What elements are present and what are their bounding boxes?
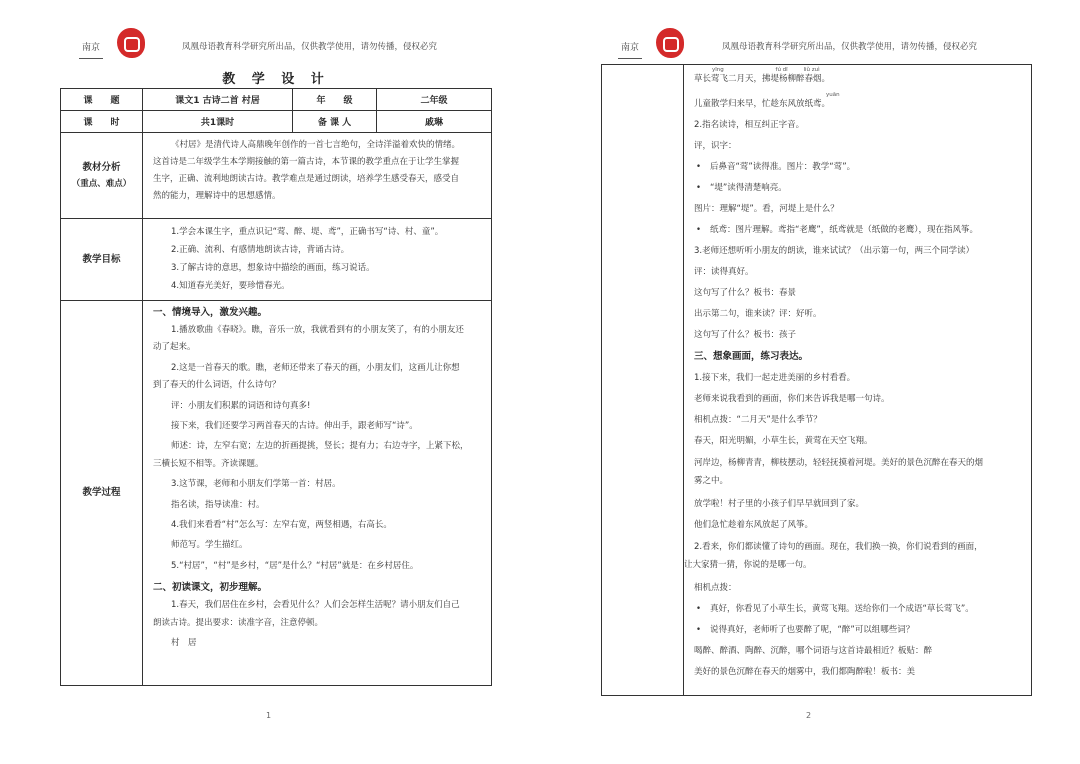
process-line: 到了春天的什么词语，什么诗句？	[153, 380, 281, 391]
meta-label-period: 课 时	[61, 111, 143, 133]
header-city: 南京	[621, 43, 640, 53]
lesson-plan-grid	[60, 132, 492, 686]
process-line: 接下来，我们还要学习两首春天的古诗。伸出手，跟老师写“诗”。	[171, 421, 418, 432]
header-city: 南京	[82, 43, 101, 53]
process-line: 动了起来。	[153, 342, 196, 353]
goals-row	[61, 218, 491, 300]
process-line: 图片：理解“堤”。看，河堤上是什么？	[694, 204, 839, 214]
meta-value-subject: 课文1 古诗二首 村居	[143, 89, 293, 111]
poem-line: 儿童散学归来早，忙趁东风放纸鸢。	[694, 99, 831, 109]
process-line: 师范写。学生描红。	[171, 540, 248, 551]
process-line: 3.这节课，老师和小朋友们学第一首：村居。	[171, 479, 341, 490]
seal-logo-icon	[656, 28, 684, 58]
pinyin: liǔ zuì	[803, 67, 820, 73]
process-line: 2.看来，你们都读懂了诗句的画面。现在，我们换一换，你们说看到的画面，	[694, 542, 983, 552]
process-content-continued	[684, 65, 1031, 695]
lesson-plan-grid-continued	[601, 64, 1032, 696]
meta-value-preparer: 戚琳	[377, 111, 492, 133]
process-line: 美好的景色沉醉在春天的烟雾中，我们都陶醉啦！板书：美	[694, 667, 916, 677]
bullet-line: • 说得真好，老师听了也要醉了呢，“醉”可以组哪些词？	[694, 620, 1021, 641]
process-line: 河岸边，杨柳青青，柳枝摆动，轻轻抚摸着河堤。美好的景色沉醉在春天的烟	[694, 458, 984, 468]
section-heading-2: 二、初读课文，初步理解。	[153, 582, 268, 594]
process-line: 雾之中。	[694, 476, 729, 486]
header-notice: 凤凰母语教育科学研究所出品，仅供教学使用，请勿传播，侵权必究	[182, 42, 438, 52]
header-notice: 凤凰母语教育科学研究所出品，仅供教学使用，请勿传播，侵权必究	[722, 42, 978, 52]
analysis-line: 《村居》是清代诗人高鼎晚年创作的一首七言绝句，全诗洋溢着欢快的情绪。	[171, 140, 461, 150]
process-line: 1.播放歌曲《春晓》。瞧，音乐一放，我就看到有的小朋友笑了，有的小朋友还	[171, 325, 464, 335]
document-title: 教 学 设 计	[222, 72, 330, 87]
process-line: 1.春天，我们居住在乡村，会看见什么？人们会怎样生活呢？请小朋友们自己	[171, 600, 460, 611]
pinyin: yuān	[826, 92, 840, 98]
process-line: 放学啦！村子里的小孩子们早早就回到了家。	[694, 499, 865, 509]
poem-line: 草长莺飞二月天，拂堤杨柳醉春烟。	[694, 74, 831, 84]
process-line: 相机点拨：“二月天”是什么季节？	[694, 415, 822, 425]
analysis-content	[143, 133, 491, 218]
process-line: 他们急忙趁着东风放起了风筝。	[694, 520, 814, 530]
process-line: 让大家猜一猜，你说的是哪一句。	[684, 560, 812, 570]
process-line: 3.老师还想听听小朋友的朗读，谁来试试？（出示第一句，两三个同学读）	[694, 246, 975, 256]
meta-label-subject: 课 题	[61, 89, 143, 111]
analysis-line: 生字，正确、流利地朗读古诗。教学难点是通过朗读，培养学生感受春天，感受自	[153, 174, 460, 184]
goal-item: 3.了解古诗的意思，想象诗中描绘的画面，练习说话。	[171, 263, 375, 273]
process-line: 2.指名读诗，相互纠正字音。	[694, 120, 805, 130]
meta-table	[60, 88, 492, 133]
bullet-line: • “堤”读得清楚响亮。	[694, 178, 1021, 199]
process-line: 朗读古诗。提出要求：读准字音，注意停顿。	[153, 617, 324, 628]
meta-value-grade: 二年级	[377, 89, 492, 111]
header-underline	[618, 58, 642, 59]
process-row	[61, 300, 491, 685]
process-line: 三横长短不相等。齐读课题。	[153, 458, 264, 469]
process-line: 师述：诗，左窄右宽；左边的折画提挑，竖长；提有力；右边寺字，上紧下松，	[171, 441, 469, 452]
poem-title: 村 居	[171, 638, 197, 649]
process-line: 相机点拨：	[694, 583, 737, 593]
page-number: 2	[806, 711, 812, 720]
pinyin: fú dī	[775, 67, 788, 73]
process-line: 4.我们来看看“村”怎么写：左窄右宽，两竖相遇，右高长。	[171, 520, 392, 531]
goal-item: 2.正确、流利、有感情地朗读古诗，背诵古诗。	[171, 245, 350, 255]
meta-value-period: 共1课时	[143, 111, 293, 133]
process-line: 这句写了什么？板书：春景	[694, 288, 797, 298]
analysis-label-title: 教材分析	[82, 161, 121, 173]
meta-label-preparer: 备 课 人	[293, 111, 377, 133]
process-line: 指名读，指导读准：村。	[171, 499, 265, 510]
page-number: 1	[266, 711, 272, 720]
header-underline	[79, 58, 103, 59]
process-line: 春天，阳光明媚，小草生长，黄莺在天空飞翔。	[694, 436, 873, 446]
goals-label: 教学目标	[61, 219, 143, 300]
process-line: 评，识字：	[694, 141, 737, 151]
pinyin: yīng	[712, 67, 724, 73]
process-line: 1.接下来，我们一起走进美丽的乡村看看。	[694, 373, 856, 383]
goal-item: 4.知道春光美好，要珍惜春光。	[171, 281, 290, 291]
analysis-line: 这首诗是二年级学生本学期接触的第一篇古诗，本节课的教学重点在于让学生掌握	[153, 157, 460, 167]
goals-content	[143, 219, 491, 300]
analysis-label-sub: （重点、难点）	[71, 178, 132, 189]
process-line: 评：读得真好。	[694, 267, 754, 277]
seal-logo-icon	[117, 28, 145, 58]
goal-item: 1.学会本课生字，重点识记“莺、醉、堤、鸢”，正确书写“诗、村、童”。	[171, 227, 444, 237]
process-line: 喝醉、醉酒、陶醉、沉醉，哪个词语与这首诗最相近？板贴：醉	[694, 646, 933, 656]
process-label: 教学过程	[61, 301, 143, 685]
process-line: 评：小朋友们积累的词语和诗句真多!	[171, 400, 311, 411]
bullet-line: • 纸鸢：图片理解。鸢指“老鹰”，纸鸢就是（纸做的老鹰），现在指风筝。	[694, 220, 1021, 241]
bullet-line: • 后鼻音“莺”读得准。图片：教学“莺”。	[694, 157, 1021, 178]
process-line: 2.这是一首春天的歌。瞧，老师还带来了春天的画，小朋友们，这画儿让你想	[171, 362, 460, 373]
label-column	[602, 65, 684, 695]
meta-row	[61, 111, 492, 133]
process-line: 老师来说我看到的画面，你们来告诉我是哪一句诗。	[694, 394, 890, 404]
meta-row	[61, 89, 492, 111]
section-heading-3: 三、想象画面，练习表达。	[694, 351, 809, 362]
analysis-label	[61, 133, 143, 218]
bullet-line: • 真好，你看见了小草生长，黄莺飞翔。送给你们一个成语“草长莺飞”。	[694, 599, 1021, 620]
analysis-line: 然的能力，理解诗中的思想感情。	[153, 191, 281, 201]
process-content	[143, 301, 491, 685]
meta-label-grade: 年 级	[293, 89, 377, 111]
analysis-row	[61, 132, 491, 218]
process-line: 这句写了什么？板书：孩子	[694, 330, 797, 340]
process-line: 出示第二句，谁来读？评：好听。	[694, 309, 822, 319]
section-heading-1: 一、情境导入，激发兴趣。	[153, 307, 268, 318]
process-line: 5.“村居”，“村”是乡村，“居”是什么？“村居”就是：在乡村居住。	[171, 560, 419, 571]
